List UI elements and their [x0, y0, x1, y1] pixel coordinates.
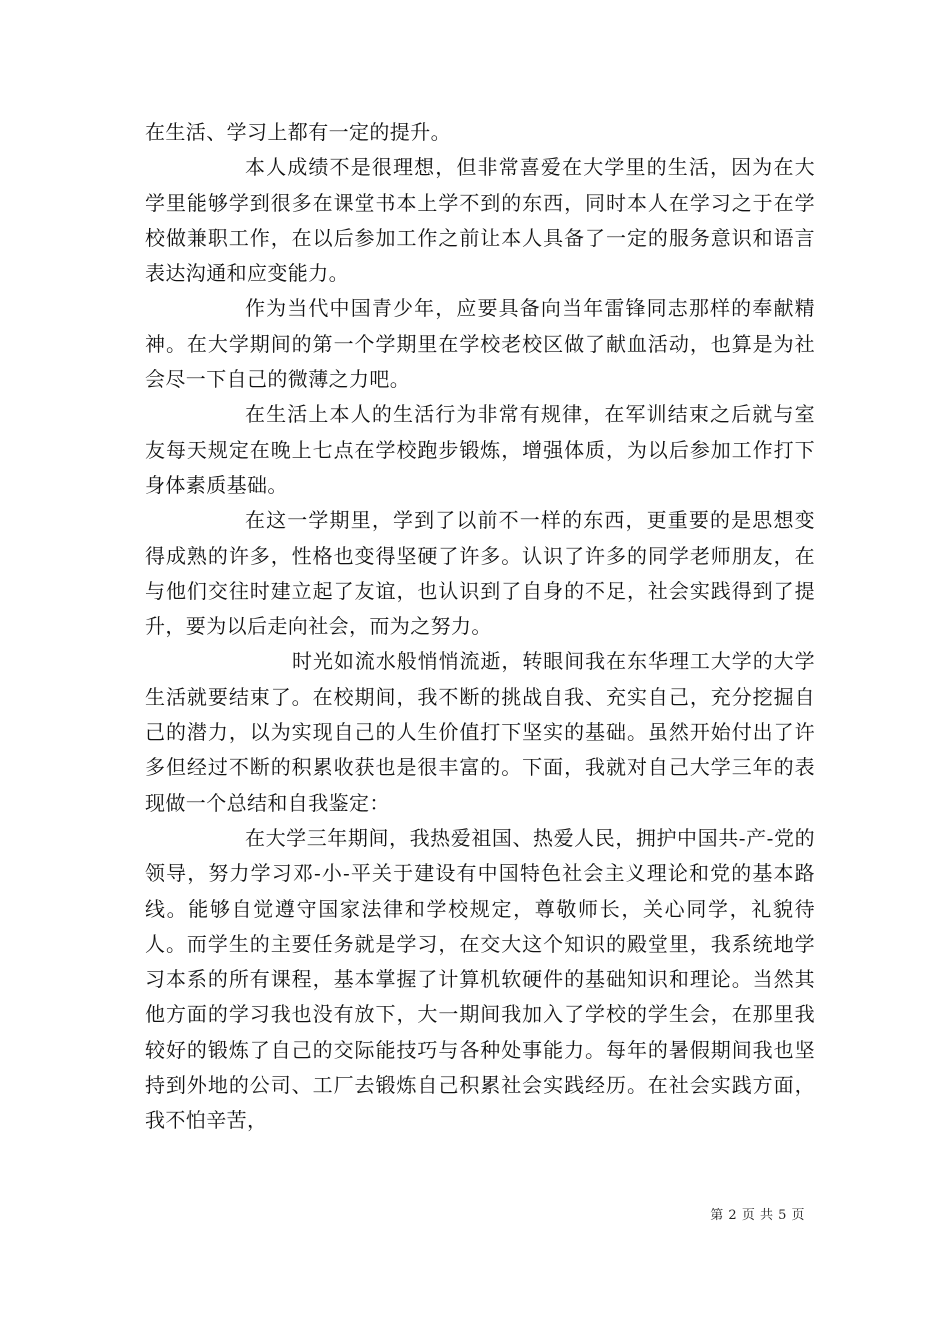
paragraph-0: 在生活、学习上都有一定的提升。: [145, 120, 451, 144]
body-text: [145, 115, 815, 1139]
paragraph-6: 在大学三年期间，我热爱祖国、热爱人民，拥护中国共-产-党的领导，努力学习邓-小-平关于建设有中国特色社会主义理论和党的基本路线。能够自觉遵守国家法律和学校规定，尊敬师长，关心同学，礼貌待人。而学生的主要任务就是学习，在交大这个知识的殿堂里，我系统地学习本系的所有课程，基本掌握了计算机软硬件的基础知识和理论。当然其他方面的学习我也没有放下，大一期间我加入了学校的学生会，在那里我较好的锻炼了自己的交际能技巧与各种处事能力。每年的暑假期间我也坚持到外地的公司、工厂去锻炼自己积累社会实践经历。在社会实践方面，我不怕辛苦，: [145, 825, 815, 1133]
paragraph-4: 在这一学期里，学到了以前不一样的东西，更重要的是思想变得成熟的许多，性格也变得坚硬了许多。认识了许多的同学老师朋友，在与他们交往时建立起了友谊，也认识到了自身的不足，社会实践得到了提升，要为以后走向社会，而为之努力。: [145, 508, 815, 639]
page-number-footer: 第 2 页 共 5 页: [710, 1208, 805, 1223]
paragraph-1: 本人成绩不是很理想，但非常喜爱在大学里的生活，因为在大学里能够学到很多在课堂书本上学不到的东西，同时本人在学习之于在学校做兼职工作，在以后参加工作之前让本人具备了一定的服务意识和语言表达沟通和应变能力。: [145, 155, 815, 286]
paragraph-2: 作为当代中国青少年，应要具备向当年雷锋同志那样的奉献精神。在大学期间的第一个学期里在学校老校区做了献血活动，也算是为社会尽一下自己的微薄之力吧。: [145, 296, 815, 392]
paragraph-5: 时光如流水般悄悄流逝，转眼间我在东华理工大学的大学生活就要结束了。在校期间，我不断的挑战自我、充实自己，充分挖掘自己的潜力，以为实现自己的人生价值打下坚实的基础。虽然开始付出了许多但经过不断的积累收获也是很丰富的。下面，我就对自己大学三年的表现做一个总结和自我鉴定：: [145, 649, 815, 815]
paragraph-3: 在生活上本人的生活行为非常有规律，在军训结束之后就与室友每天规定在晚上七点在学校跑步锻炼，增强体质，为以后参加工作打下身体素质基础。: [145, 402, 815, 497]
